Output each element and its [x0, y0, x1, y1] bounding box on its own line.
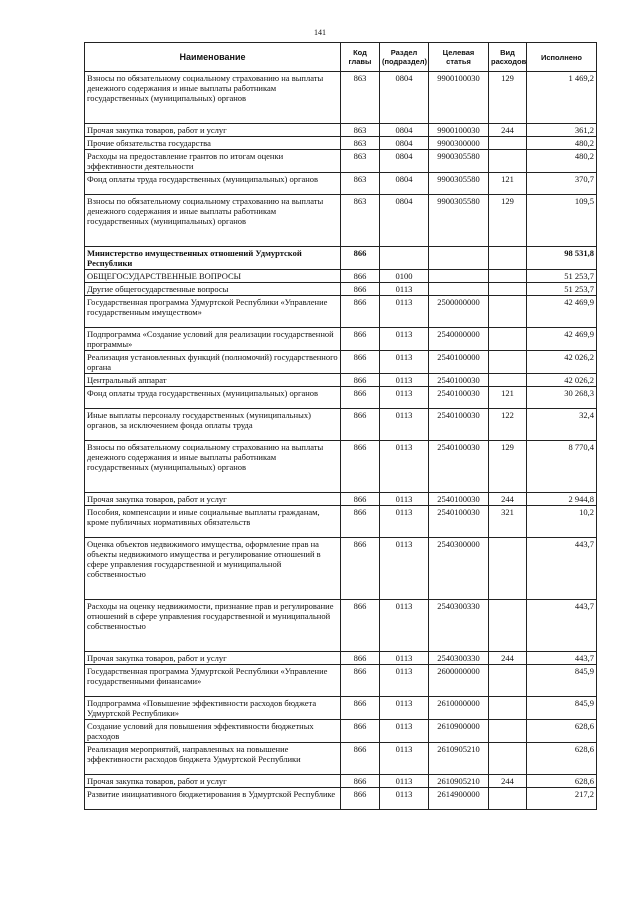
row-section: 0113 [380, 697, 429, 720]
table-row [85, 283, 597, 296]
row-name: Государственная программа Удмуртской Республики «Управление государственным имуществом» [85, 296, 341, 328]
table-row [85, 270, 597, 283]
row-target: 9900300000 [429, 137, 489, 150]
row-code: 863 [341, 72, 380, 124]
row-target: 9900305580 [429, 195, 489, 247]
row-type [489, 351, 527, 374]
row-section: 0804 [380, 173, 429, 195]
row-code: 866 [341, 775, 380, 788]
row-executed: 628,6 [527, 743, 597, 775]
row-name: Фонд оплаты труда государственных (муниципальных) органов [85, 387, 341, 409]
row-target: 2540100030 [429, 374, 489, 387]
row-executed: 443,7 [527, 600, 597, 652]
row-section: 0100 [380, 270, 429, 283]
table-header-row [85, 43, 597, 72]
row-type: 129 [489, 441, 527, 493]
row-type [489, 328, 527, 351]
row-target: 2540100030 [429, 441, 489, 493]
row-executed: 51 253,7 [527, 283, 597, 296]
row-name: Министерство имущественных отношений Удмуртской Республики [85, 247, 341, 270]
row-name: Взносы по обязательному социальному страхованию на выплаты денежного содержания и иные выплаты работникам государственных (муниципальных) органов [85, 72, 341, 124]
table-row [85, 137, 597, 150]
row-type: 121 [489, 387, 527, 409]
row-code: 866 [341, 538, 380, 600]
row-name: Развитие инициативного бюджетирования в Удмуртской Республике [85, 788, 341, 810]
table-row [85, 124, 597, 137]
row-target: 2540300330 [429, 652, 489, 665]
row-type: 244 [489, 652, 527, 665]
row-type [489, 270, 527, 283]
table-row [85, 247, 597, 270]
row-section: 0113 [380, 441, 429, 493]
row-type: 129 [489, 72, 527, 124]
row-section: 0113 [380, 600, 429, 652]
row-name: ОБЩЕГОСУДАРСТВЕННЫЕ ВОПРОСЫ [85, 270, 341, 283]
row-target [429, 247, 489, 270]
row-name: Прочая закупка товаров, работ и услуг [85, 124, 341, 137]
row-name: Взносы по обязательному социальному страхованию на выплаты денежного содержания и иные выплаты работникам государственных (муниципальных) органов [85, 441, 341, 493]
row-code: 866 [341, 506, 380, 538]
row-type: 244 [489, 124, 527, 137]
row-code: 866 [341, 697, 380, 720]
row-type: 121 [489, 173, 527, 195]
row-code: 866 [341, 328, 380, 351]
row-name: Другие общегосударственные вопросы [85, 283, 341, 296]
row-type [489, 697, 527, 720]
row-executed: 480,2 [527, 150, 597, 173]
table-body [85, 72, 597, 810]
row-code: 866 [341, 665, 380, 697]
row-executed: 628,6 [527, 720, 597, 743]
row-target: 2610905210 [429, 743, 489, 775]
row-code: 866 [341, 409, 380, 441]
table-row [85, 72, 597, 124]
row-type: 244 [489, 493, 527, 506]
row-target: 2540100030 [429, 387, 489, 409]
header-code: Код главы [341, 43, 380, 72]
row-target: 2540300330 [429, 600, 489, 652]
row-name: Государственная программа Удмуртской Республики «Управление государственными финансами» [85, 665, 341, 697]
row-target: 2500000000 [429, 296, 489, 328]
row-section: 0113 [380, 296, 429, 328]
row-type [489, 296, 527, 328]
row-code: 866 [341, 374, 380, 387]
row-target: 2540100030 [429, 409, 489, 441]
row-target: 2540300000 [429, 538, 489, 600]
row-executed: 480,2 [527, 137, 597, 150]
table-row [85, 296, 597, 328]
row-section: 0113 [380, 387, 429, 409]
row-section: 0113 [380, 788, 429, 810]
row-name: Фонд оплаты труда государственных (муниципальных) органов [85, 173, 341, 195]
row-code: 866 [341, 387, 380, 409]
header-section: Раздел (подраздел) [380, 43, 429, 72]
budget-table [84, 42, 597, 810]
row-type [489, 247, 527, 270]
row-target: 2610905210 [429, 775, 489, 788]
row-type: 122 [489, 409, 527, 441]
row-name: Создание условий для повышения эффективности бюджетных расходов [85, 720, 341, 743]
row-name: Реализация мероприятий, направленных на повышение эффективности расходов бюджета Удмуртской Республики [85, 743, 341, 775]
row-code: 863 [341, 137, 380, 150]
table-row [85, 652, 597, 665]
table-row [85, 493, 597, 506]
row-target: 2600000000 [429, 665, 489, 697]
row-section: 0804 [380, 150, 429, 173]
row-type [489, 720, 527, 743]
row-executed: 30 268,3 [527, 387, 597, 409]
row-code: 866 [341, 493, 380, 506]
row-name: Взносы по обязательному социальному страхованию на выплаты денежного содержания и иные выплаты работникам государственных (муниципальных) органов [85, 195, 341, 247]
row-type: 129 [489, 195, 527, 247]
row-executed: 845,9 [527, 697, 597, 720]
row-target: 2540100030 [429, 493, 489, 506]
header-executed: Исполнено [527, 43, 597, 72]
row-target: 9900100030 [429, 72, 489, 124]
row-section [380, 247, 429, 270]
row-section: 0113 [380, 493, 429, 506]
row-executed: 51 253,7 [527, 270, 597, 283]
row-executed: 443,7 [527, 652, 597, 665]
row-section: 0113 [380, 775, 429, 788]
row-type [489, 374, 527, 387]
table-row [85, 387, 597, 409]
table-row [85, 441, 597, 493]
row-type: 321 [489, 506, 527, 538]
table-row [85, 374, 597, 387]
header-type: Вид расходов [489, 43, 527, 72]
row-code: 866 [341, 600, 380, 652]
row-executed: 10,2 [527, 506, 597, 538]
table-row [85, 720, 597, 743]
row-code: 866 [341, 652, 380, 665]
row-section: 0113 [380, 351, 429, 374]
table-row [85, 328, 597, 351]
row-target [429, 270, 489, 283]
row-executed: 2 944,8 [527, 493, 597, 506]
row-section: 0113 [380, 538, 429, 600]
row-section: 0113 [380, 283, 429, 296]
row-executed: 361,2 [527, 124, 597, 137]
row-executed: 628,6 [527, 775, 597, 788]
table-row [85, 775, 597, 788]
row-code: 863 [341, 150, 380, 173]
row-section: 0804 [380, 72, 429, 124]
row-name: Расходы на предоставление грантов по итогам оценки эффективности деятельности [85, 150, 341, 173]
row-executed: 845,9 [527, 665, 597, 697]
row-target: 2610900000 [429, 720, 489, 743]
row-type [489, 788, 527, 810]
row-target: 2614900000 [429, 788, 489, 810]
row-target [429, 283, 489, 296]
row-target: 9900100030 [429, 124, 489, 137]
row-type: 244 [489, 775, 527, 788]
table-row [85, 195, 597, 247]
row-name: Подпрограмма «Повышение эффективности расходов бюджета Удмуртской Республики» [85, 697, 341, 720]
row-name: Центральный аппарат [85, 374, 341, 387]
row-name: Реализация установленных функций (полномочий) государственного органа [85, 351, 341, 374]
row-executed: 32,4 [527, 409, 597, 441]
row-executed: 42 026,2 [527, 374, 597, 387]
row-target: 9900305580 [429, 150, 489, 173]
row-executed: 42 469,9 [527, 328, 597, 351]
row-type [489, 600, 527, 652]
page-number: 141 [314, 28, 326, 37]
row-name: Прочая закупка товаров, работ и услуг [85, 493, 341, 506]
table-row [85, 743, 597, 775]
row-section: 0113 [380, 720, 429, 743]
table-row [85, 351, 597, 374]
row-section: 0804 [380, 137, 429, 150]
row-section: 0113 [380, 328, 429, 351]
row-target: 2540100030 [429, 506, 489, 538]
row-section: 0113 [380, 652, 429, 665]
row-name: Иные выплаты персоналу государственных (муниципальных) органов, за исключением фонда оплаты труда [85, 409, 341, 441]
row-target: 9900305580 [429, 173, 489, 195]
row-type [489, 665, 527, 697]
table-row [85, 506, 597, 538]
table-row [85, 788, 597, 810]
row-code: 866 [341, 351, 380, 374]
row-executed: 443,7 [527, 538, 597, 600]
row-section: 0113 [380, 409, 429, 441]
row-executed: 1 469,2 [527, 72, 597, 124]
table-row [85, 409, 597, 441]
table-row [85, 697, 597, 720]
row-executed: 42 026,2 [527, 351, 597, 374]
row-code: 863 [341, 195, 380, 247]
row-code: 866 [341, 720, 380, 743]
row-name: Оценка объектов недвижимого имущества, оформление прав на объекты недвижимого имущества и регулирование отношений в сфере управления государственной и муниципальной собственностью [85, 538, 341, 600]
row-code: 866 [341, 283, 380, 296]
row-type [489, 538, 527, 600]
row-section: 0113 [380, 665, 429, 697]
row-target: 2540100000 [429, 351, 489, 374]
row-executed: 109,5 [527, 195, 597, 247]
row-type [489, 743, 527, 775]
row-section: 0113 [380, 743, 429, 775]
table-row [85, 538, 597, 600]
row-section: 0113 [380, 374, 429, 387]
row-executed: 8 770,4 [527, 441, 597, 493]
row-type [489, 150, 527, 173]
row-name: Прочие обязательства государства [85, 137, 341, 150]
row-target: 2540000000 [429, 328, 489, 351]
row-name: Прочая закупка товаров, работ и услуг [85, 775, 341, 788]
row-executed: 98 531,8 [527, 247, 597, 270]
row-name: Расходы на оценку недвижимости, признание прав и регулирование отношений в сфере управления государственной и муниципальной собственностью [85, 600, 341, 652]
table-row [85, 150, 597, 173]
table-row [85, 173, 597, 195]
row-type [489, 137, 527, 150]
row-code: 866 [341, 296, 380, 328]
row-executed: 42 469,9 [527, 296, 597, 328]
row-code: 866 [341, 788, 380, 810]
row-section: 0113 [380, 506, 429, 538]
row-code: 866 [341, 247, 380, 270]
row-target: 2610000000 [429, 697, 489, 720]
row-code: 863 [341, 173, 380, 195]
row-name: Прочая закупка товаров, работ и услуг [85, 652, 341, 665]
table-row [85, 600, 597, 652]
row-section: 0804 [380, 195, 429, 247]
row-code: 866 [341, 441, 380, 493]
row-executed: 370,7 [527, 173, 597, 195]
row-name: Пособия, компенсации и иные социальные выплаты гражданам, кроме публичных нормативных обязательств [85, 506, 341, 538]
header-target: Целевая статья [429, 43, 489, 72]
row-executed: 217,2 [527, 788, 597, 810]
row-section: 0804 [380, 124, 429, 137]
row-code: 866 [341, 270, 380, 283]
header-name: Наименование [85, 43, 341, 72]
row-name: Подпрограмма «Создание условий для реализации государственной программы» [85, 328, 341, 351]
table-row [85, 665, 597, 697]
row-code: 863 [341, 124, 380, 137]
row-code: 866 [341, 743, 380, 775]
row-type [489, 283, 527, 296]
